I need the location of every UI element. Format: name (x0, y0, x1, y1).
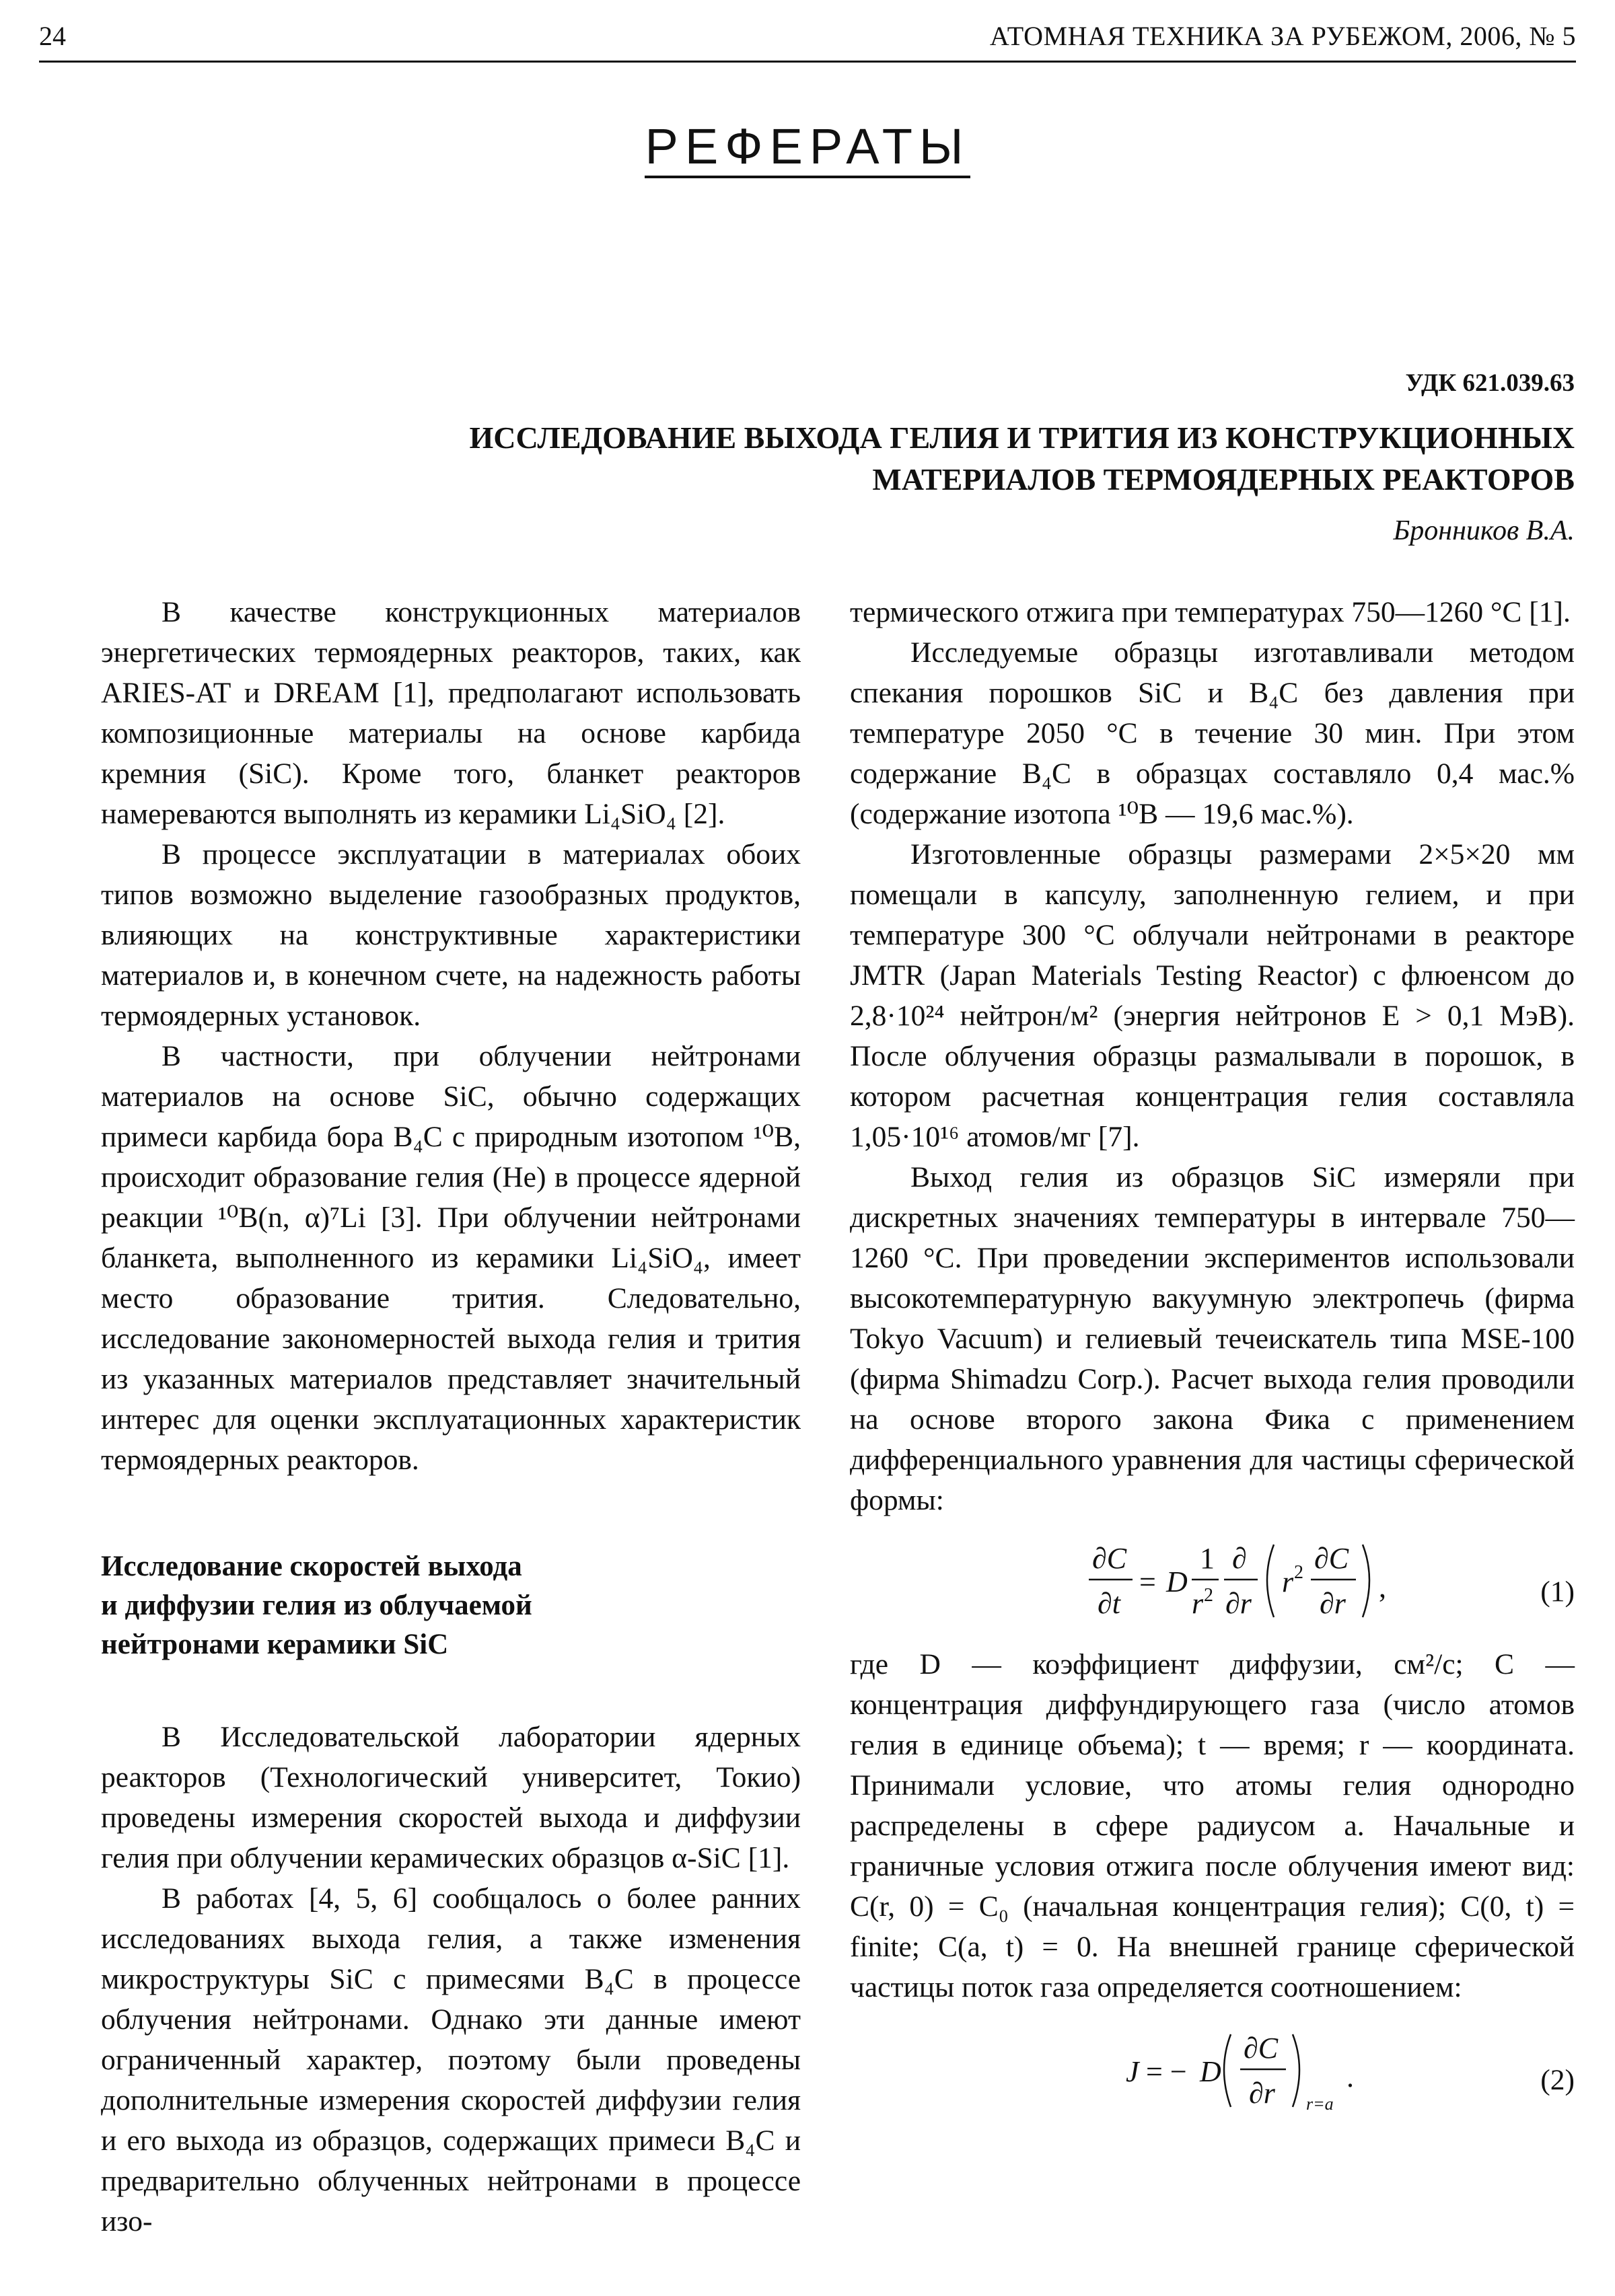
section-title-text: РЕФЕРАТЫ (645, 118, 970, 178)
page-number: 24 (39, 21, 66, 51)
svg-text:2: 2 (1294, 1562, 1303, 1583)
journal-header: АТОМНАЯ ТЕХНИКА ЗА РУБЕЖОМ, 2006, № 5 (989, 21, 1576, 51)
equation-1 (850, 1531, 1575, 1639)
paragraph: Исследуемые образцы изготавливали методом спекания порошков SiC и B₄C без давления при температуре 2050 °C в течение 30 мин. При этом содержание B₄C в образцах составляло 0,4 мас.% (содержание изотопа ¹⁰B — 19,6 мас.%). (850, 636, 1575, 830)
subheading-line: нейтронами керамики SiC (101, 1629, 449, 1660)
paragraph: где D — коэффициент диффузии, см²/с; C — концентрация диффундирующего газа (число атомов гелия в единице объема); t — время; r — координата. Принимали условие, что атомы гелия однородно распределены в сфере радиусом a. Начальные и граничные условия отжига после облучения имеют вид: C(r, 0) = C₀ (начальная концентрация гелия); C(0, t) = finite; C(a, t) = 0. На внешней границе сферической частицы поток газа определяется соотношением: (850, 1648, 1575, 2003)
udc-code: УДК 621.039.63 (1405, 369, 1575, 397)
article-title-line-1: ИССЛЕДОВАНИЕ ВЫХОДА ГЕЛИЯ И ТРИТИЯ ИЗ КОНСТРУКЦИОННЫХ (469, 420, 1575, 455)
svg-text:r: r (1282, 1565, 1294, 1598)
paragraph: В частности, при облучении нейтронами материалов на основе SiC, обычно содержащих примеси карбида бора B₄C с природным изотопом ¹⁰B, происходит образование гелия (He) в процессе ядерной реакции ¹⁰B(n, α)⁷Li [3]. При облучении нейтронами бланкета, выполненного из керамики Li₄SiO₄, имеет место образование трития. Следовательно, исследование закономерностей выхода гелия и трития из указанных материалов представляет значительный интерес для оценки эксплуатационных характеристик термоядерных реакторов. (101, 1040, 801, 1476)
subheading (101, 1547, 801, 1664)
article-author: Бронников В.А. (1393, 515, 1575, 546)
svg-text:D: D (1200, 2055, 1221, 2088)
svg-text:∂r: ∂r (1249, 2077, 1275, 2110)
left-column (101, 592, 801, 2242)
svg-text:= −: = − (1146, 2055, 1187, 2088)
svg-text:∂r: ∂r (1225, 1587, 1252, 1620)
svg-text:∂C: ∂C (1314, 1542, 1349, 1575)
subheading-line: и диффузии гелия из облучаемой (101, 1590, 532, 1621)
equation-1-formula (850, 1531, 1575, 1639)
svg-text:r=a: r=a (1306, 2094, 1334, 2114)
svg-text:∂t: ∂t (1098, 1587, 1120, 1620)
paragraph: Выход гелия из образцов SiC измеряли при дискретных значениях температуры в интервале 750—1260 °C. При проведении экспериментов использовали высокотемпературную вакуумную электропечь (фирма Tokyo Vacuum) и гелиевый течеискатель типа MSE-100 (фирма Shimadzu Corp.). Расчет выхода гелия проводили на основе второго закона Фика с применением дифференциального уравнения для частицы сферической формы: (850, 1161, 1575, 1516)
svg-text:J: J (1126, 2055, 1139, 2088)
paragraph: термического отжига при температурах 750—1260 °C [1]. (850, 596, 1571, 628)
svg-text:=: = (1139, 1565, 1156, 1598)
svg-text:2: 2 (1204, 1585, 1213, 1606)
svg-text:D: D (1166, 1565, 1188, 1598)
equation-2-formula (850, 2021, 1575, 2122)
svg-text:.: . (1347, 2061, 1354, 2094)
header-rule (39, 61, 1576, 63)
paragraph: В Исследовательской лаборатории ядерных реакторов (Технологический университет, Токио) проведены измерения скоростей выхода и диффузии гелия при облучении керамических образцов α-SiC [1]. (101, 1721, 801, 1874)
paragraph: В качестве конструкционных материалов энергетических термоядерных реакторов, таких, как ARIES-AT и DREAM [1], предполагают использовать композиционные материалы на основе карбида кремния (SiC). Кроме того, бланкет реакторов намереваются выполнять из керамики Li₄SiO₄ [2]. (101, 596, 801, 830)
svg-text:∂: ∂ (1232, 1542, 1247, 1575)
svg-text:∂r: ∂r (1320, 1587, 1346, 1620)
equation-1-number: (1) (1540, 1576, 1575, 1608)
paragraph: В работах [4, 5, 6] сообщалось о более ранних исследованиях выхода гелия, а также изменения микроструктуры SiC с примесями B₄C в процессе облучения нейтронами. Однако эти данные имеют ограниченный характер, поэтому были проведены дополнительные измерения скоростей диффузии гелия и его выхода из образцов, содержащих примеси B₄C и предварительно облученных нейтронами в процессе изо- (101, 1882, 801, 2237)
paragraph: Изготовленные образцы размерами 2×5×20 мм помещали в капсулу, заполненную гелием, и при температуре 300 °C облучали нейтронами в реакторе JMTR (Japan Materials Testing Reactor) с флюенсом до 2,8·10²⁴ нейтрон/м² (энергия нейтронов E > 0,1 МэВ). После облучения образцы размалывали в порошок, в котором расчетная концентрация гелия составляла 1,05·10¹⁶ атомов/мг [7]. (850, 838, 1575, 1153)
paragraph: В процессе эксплуатации в материалах обоих типов возможно выделение газообразных продуктов, влияющих на конструктивные характеристики материалов и, в конечном счете, на надежность работы термоядерных установок. (101, 838, 801, 1032)
svg-text:∂C: ∂C (1092, 1542, 1127, 1575)
equation-2 (850, 2021, 1575, 2122)
svg-text:1: 1 (1200, 1542, 1215, 1575)
article-title (94, 417, 1575, 501)
article-title-line-2: МАТЕРИАЛОВ ТЕРМОЯДЕРНЫХ РЕАКТОРОВ (872, 462, 1575, 496)
right-column (850, 592, 1575, 2127)
section-title (0, 118, 1615, 175)
svg-text:∂C: ∂C (1244, 2032, 1279, 2065)
svg-text:r: r (1192, 1587, 1204, 1620)
equation-2-number: (2) (1540, 2064, 1575, 2096)
subheading-line: Исследование скоростей выхода (101, 1551, 522, 1582)
svg-text:,: , (1379, 1571, 1386, 1604)
